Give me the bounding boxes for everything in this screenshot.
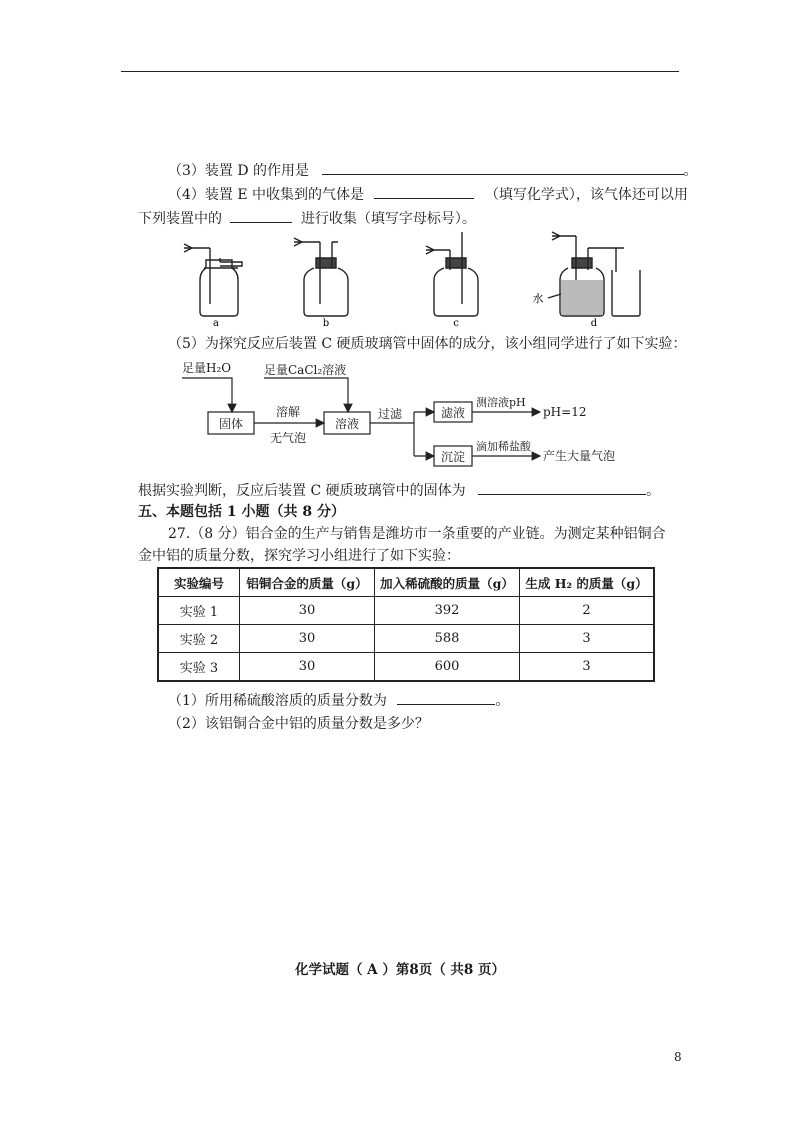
question-4-line1 <box>168 184 688 205</box>
answer-blank-q3[interactable] <box>322 160 684 175</box>
question-4-text-a: （4）装置 E 中收集到的气体是 <box>168 187 365 203</box>
sub-question-1 <box>168 690 509 711</box>
apparatus-c <box>426 232 478 316</box>
page-footer: 化学试题（ A ）第8页（ 共8 页） <box>294 962 506 978</box>
question-27-line1: 27.（8 分）铝合金的生产与销售是潍坊市一条重要的产业链。为测定某种铝铜合 <box>168 526 666 542</box>
table-cell: 实验 2 <box>158 625 240 653</box>
answer-blank-solid[interactable] <box>478 480 646 495</box>
flow-add-acid-label: 滴加稀盐酸 <box>476 440 531 453</box>
flow-test-ph-label: 测溶液pH <box>476 396 526 409</box>
flow-water-label: 足量H₂O <box>182 361 232 375</box>
table-cell: 600 <box>375 653 520 682</box>
sub-question-1-text: （1）所用稀硫酸溶质的质量分数为 <box>168 693 387 709</box>
flow-dissolve-label: 溶解 <box>275 405 301 419</box>
question-27-line2: 金中铝的质量分数，探究学习小组进行了如下实验： <box>138 548 460 564</box>
flow-solution-label: 溶液 <box>334 417 360 431</box>
question-4-text-d: 进行收集（填写字母标号）。 <box>300 211 476 227</box>
table-cell: 3 <box>520 653 655 682</box>
answer-blank-sub1[interactable] <box>397 690 495 705</box>
table-row <box>158 653 654 682</box>
apparatus-b <box>294 238 348 316</box>
table-cell: 588 <box>375 625 520 653</box>
question-3-end: 。 <box>683 163 698 179</box>
label-d: d <box>590 318 598 328</box>
flow-filter-label: 过滤 <box>377 407 403 421</box>
table-header-row <box>158 568 654 597</box>
flow-bubbles-result: 产生大量气泡 <box>543 449 616 463</box>
label-b: b <box>322 318 330 328</box>
conclusion-end: 。 <box>646 483 661 499</box>
table-cell: 392 <box>375 597 520 625</box>
answer-blank-q4-formula[interactable] <box>374 184 474 199</box>
table-row <box>158 597 654 625</box>
table-row <box>158 625 654 653</box>
conclusion <box>138 480 660 501</box>
flow-precipitate-label: 沉淀 <box>440 450 466 464</box>
gas-collection-apparatus <box>170 228 650 328</box>
table-cell: 30 <box>240 653 375 682</box>
flow-no-bubbles-label: 无气泡 <box>269 431 307 445</box>
apparatus-d <box>548 232 640 316</box>
page-number: 8 <box>674 1050 682 1064</box>
section-5-title: 五、本题包括 1 小题（共 8 分） <box>138 504 345 520</box>
flow-solid-label: 固体 <box>218 417 244 431</box>
question-4-line2 <box>138 208 476 229</box>
apparatus-a <box>184 244 242 316</box>
table-header: 生成 H₂ 的质量（g） <box>520 568 655 597</box>
table-header: 加入稀硫酸的质量（g） <box>375 568 520 597</box>
table-header: 实验编号 <box>158 568 240 597</box>
question-3 <box>168 160 698 181</box>
table-cell: 30 <box>240 625 375 653</box>
question-4-text-c: 下列装置中的 <box>138 211 222 227</box>
label-water: 水 <box>532 292 544 305</box>
table-cell: 30 <box>240 597 375 625</box>
flow-cacl2-label: 足量CaCl₂溶液 <box>264 363 347 377</box>
question-3-text: （3）装置 D 的作用是 <box>168 163 310 179</box>
label-a: a <box>213 318 219 328</box>
sub-question-1-end: 。 <box>495 693 510 709</box>
top-rule <box>121 71 679 72</box>
experiment-flowchart <box>178 356 658 468</box>
flow-ph-result: pH=12 <box>543 405 587 419</box>
label-c: c <box>453 318 459 328</box>
question-5: （5）为探究反应后装置 C 硬质玻璃管中固体的成分，该小组同学进行了如下实验： <box>168 336 687 352</box>
question-4-text-b: （填写化学式），该气体还可以用 <box>484 187 688 203</box>
conclusion-text: 根据实验判断，反应后装置 C 硬质玻璃管中的固体为 <box>138 483 466 499</box>
table-cell: 2 <box>520 597 655 625</box>
table-cell: 3 <box>520 625 655 653</box>
table-cell: 实验 3 <box>158 653 240 682</box>
experiment-table <box>157 567 655 682</box>
sub-question-2: （2）该铝铜合金中铝的质量分数是多少？ <box>168 716 429 732</box>
flow-filtrate-label: 滤液 <box>440 406 466 420</box>
table-header: 铝铜合金的质量（g） <box>240 568 375 597</box>
answer-blank-q4-letter[interactable] <box>230 208 292 223</box>
table-cell: 实验 1 <box>158 597 240 625</box>
